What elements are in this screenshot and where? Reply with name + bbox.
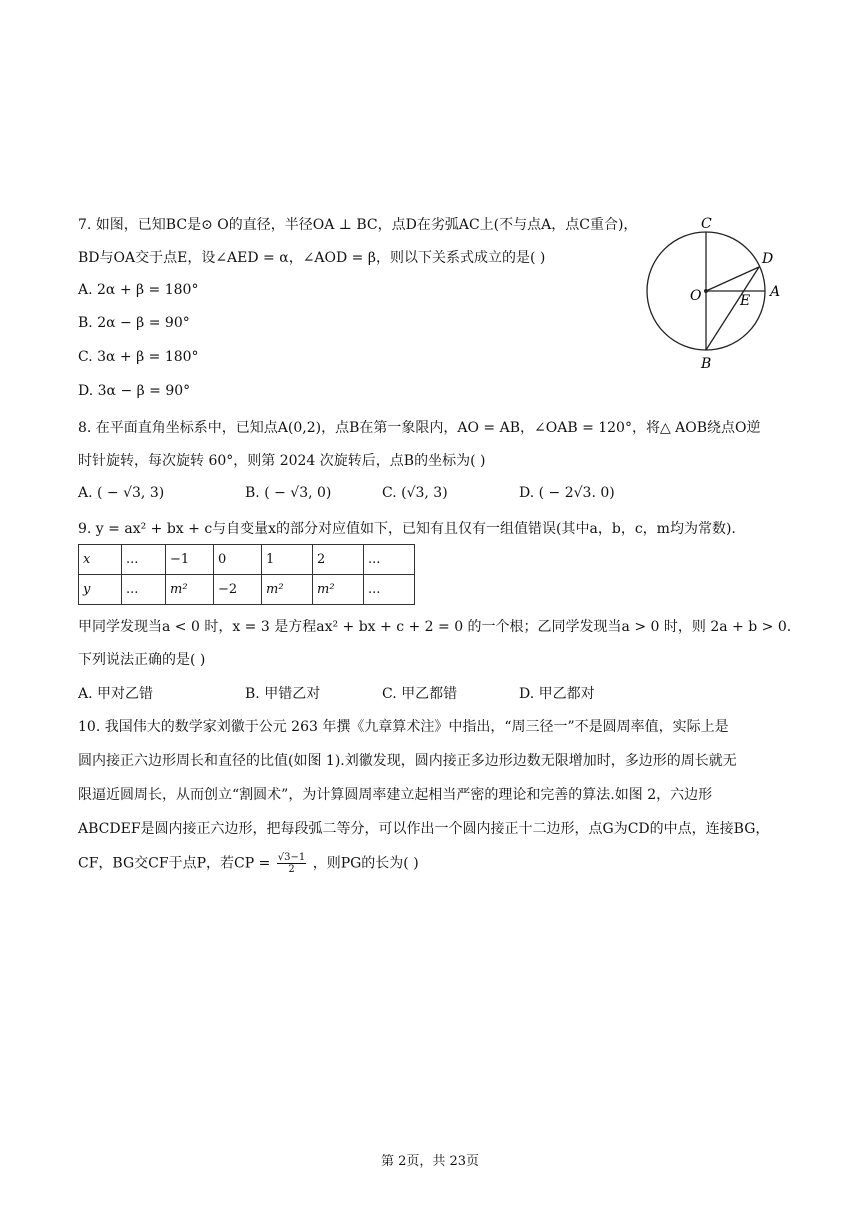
fraction-numerator: √3−1 bbox=[277, 852, 306, 863]
q8-option-d: D. ( − 2√3. 0) bbox=[519, 485, 615, 501]
q9-value-table bbox=[78, 544, 415, 605]
table-row bbox=[79, 575, 415, 605]
table-cell: ... bbox=[364, 545, 415, 575]
table-cell: −1 bbox=[166, 545, 214, 575]
q10-line-5 bbox=[78, 852, 419, 875]
table-cell: ... bbox=[122, 545, 166, 575]
label-b: B bbox=[701, 356, 712, 372]
page-footer: 第 2页，共 23页 bbox=[380, 1154, 480, 1169]
table-cell: −2 bbox=[214, 575, 262, 605]
q10-line-5b: ，则PG的长为( ) bbox=[312, 855, 419, 872]
q10-line-5a: CF，BG交CF于点P，若CP = bbox=[78, 855, 275, 872]
q10-line-4: ABCDEF是圆内接正六边形，把每段弧二等分，可以作出一个圆内接正十二边形，点G为CD的中点，连接BG， bbox=[78, 821, 770, 837]
table-cell: x bbox=[79, 545, 122, 575]
table-cell: ... bbox=[122, 575, 166, 605]
q7-option-c: C. 3α + β = 180° bbox=[78, 349, 199, 365]
table-cell: ... bbox=[364, 575, 415, 605]
q8-option-a: A. ( − √3, 3) bbox=[78, 485, 165, 501]
q9-option-d: D. 甲乙都对 bbox=[519, 686, 595, 702]
q7-option-a: A. 2α + β = 180° bbox=[78, 282, 199, 298]
q8-option-c: C. (√3, 3) bbox=[382, 485, 448, 501]
q7-option-b: B. 2α − β = 90° bbox=[78, 315, 190, 331]
q7-circle-figure bbox=[638, 212, 800, 372]
q9-line-3: 下列说法正确的是( ) bbox=[78, 652, 206, 668]
table-cell: 2 bbox=[313, 545, 364, 575]
q7-option-d: D. 3α − β = 90° bbox=[78, 383, 191, 399]
table-cell: m² bbox=[166, 575, 214, 605]
q9-line-2: 甲同学发现当a < 0 时，x = 3 是方程ax² + bx + c + 2 = 0 的一个根；乙同学发现当a > 0 时，则 2a + b > 0. bbox=[78, 619, 792, 635]
q10-line-3: 限逼近圆周长，从而创立“割圆术”，为计算圆周率建立起相当严密的理论和完善的算法.如图 2，六边形 bbox=[78, 787, 713, 803]
q7-line-2: BD与OA交于点E，设∠AED = α，∠AOD = β，则以下关系式成立的是( ) bbox=[78, 250, 546, 266]
center-point bbox=[704, 289, 708, 293]
label-o: O bbox=[690, 288, 702, 304]
table-cell: y bbox=[79, 575, 122, 605]
q9-option-b: B. 甲错乙对 bbox=[245, 686, 321, 702]
q8-line-2: 时针旋转，每次旋转 60°，则第 2024 次旋转后，点B的坐标为( ) bbox=[78, 453, 486, 469]
q10-line-2: 圆内接正六边形周长和直径的比值(如图 1).刘徽发现，圆内接正多边形边数无限增加时，多边形的周长就无 bbox=[78, 753, 737, 769]
q8-line-1: 8. 在平面直角坐标系中，已知点A(0,2)，点B在第一象限内，AO = AB，∠OAB = 120°，将△ AOB绕点O逆 bbox=[78, 420, 761, 436]
table-cell: m² bbox=[262, 575, 313, 605]
q9-option-a: A. 甲对乙错 bbox=[78, 686, 154, 702]
fraction-denominator: 2 bbox=[288, 864, 295, 875]
table-cell: m² bbox=[313, 575, 364, 605]
label-d: D bbox=[762, 251, 774, 267]
q10-line-1: 10. 我国伟大的数学家刘徽于公元 263 年撰《九章算术注》中指出，“周三径一”不是圆周率值，实际上是 bbox=[78, 719, 729, 735]
label-e: E bbox=[740, 293, 751, 309]
table-cell: 1 bbox=[262, 545, 313, 575]
table-cell: 0 bbox=[214, 545, 262, 575]
q8-option-b: B. ( − √3, 0) bbox=[245, 485, 332, 501]
q9-line-1: 9. y = ax² + bx + c与自变量x的部分对应值如下，已知有且仅有一组值错误(其中a，b，c，m均为常数). bbox=[78, 521, 736, 537]
table-row bbox=[79, 545, 415, 575]
q10-fraction bbox=[277, 852, 306, 875]
q7-line-1: 7. 如图，已知BC是⊙ O的直径，半径OA ⊥ BC，点D在劣弧AC上(不与点A，点C重合)， bbox=[78, 217, 638, 233]
q9-option-c: C. 甲乙都错 bbox=[382, 686, 458, 702]
label-c: C bbox=[701, 216, 712, 232]
label-a: A bbox=[770, 284, 781, 300]
